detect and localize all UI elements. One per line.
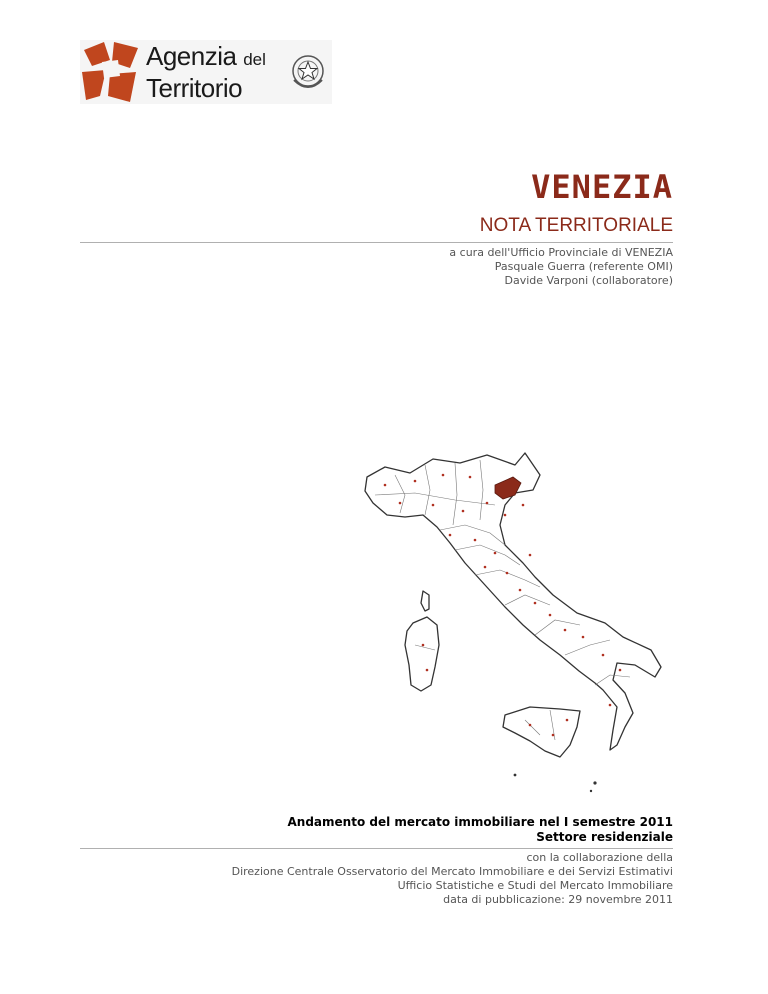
market-title-line2: Settore residenziale bbox=[536, 830, 673, 844]
divider-bottom bbox=[80, 848, 673, 849]
logo-line1: Agenzia bbox=[146, 41, 237, 71]
logo-mark-icon bbox=[80, 40, 144, 104]
italy-mainland bbox=[365, 453, 661, 750]
footer-publication-date: data di pubblicazione: 29 novembre 2011 bbox=[443, 893, 673, 906]
logo-wordmark bbox=[146, 42, 266, 102]
sardinia bbox=[405, 617, 439, 691]
credits-collaborator: Davide Varponi (collaboratore) bbox=[504, 274, 673, 287]
corsica bbox=[421, 591, 429, 611]
page-subtitle: NOTA TERRITORIALE bbox=[479, 215, 673, 236]
market-title-line1: Andamento del mercato immobiliare nel I semestre 2011 bbox=[287, 815, 673, 829]
market-title bbox=[288, 815, 674, 845]
divider-top bbox=[80, 242, 673, 243]
credits-office: a cura dell'Ufficio Provinciale di VENEZIA bbox=[449, 246, 673, 259]
footer-collab: con la collaborazione della bbox=[526, 851, 673, 864]
sicily bbox=[503, 707, 580, 757]
footer-direction: Direzione Centrale Osservatorio del Mercato Immobiliare e dei Servizi Estimativi bbox=[231, 865, 673, 878]
logo-line2: Territorio bbox=[146, 73, 243, 103]
credits-block bbox=[449, 246, 673, 288]
page-title: VENEZIA bbox=[531, 168, 673, 206]
italy-map bbox=[355, 445, 675, 805]
agency-logo bbox=[80, 40, 332, 104]
republic-emblem-icon bbox=[289, 50, 327, 94]
footer-block bbox=[232, 851, 673, 907]
footer-office: Ufficio Statistiche e Studi del Mercato Immobiliare bbox=[397, 879, 673, 892]
credits-referent: Pasquale Guerra (referente OMI) bbox=[494, 260, 673, 273]
logo-line1-small: del bbox=[243, 50, 266, 69]
